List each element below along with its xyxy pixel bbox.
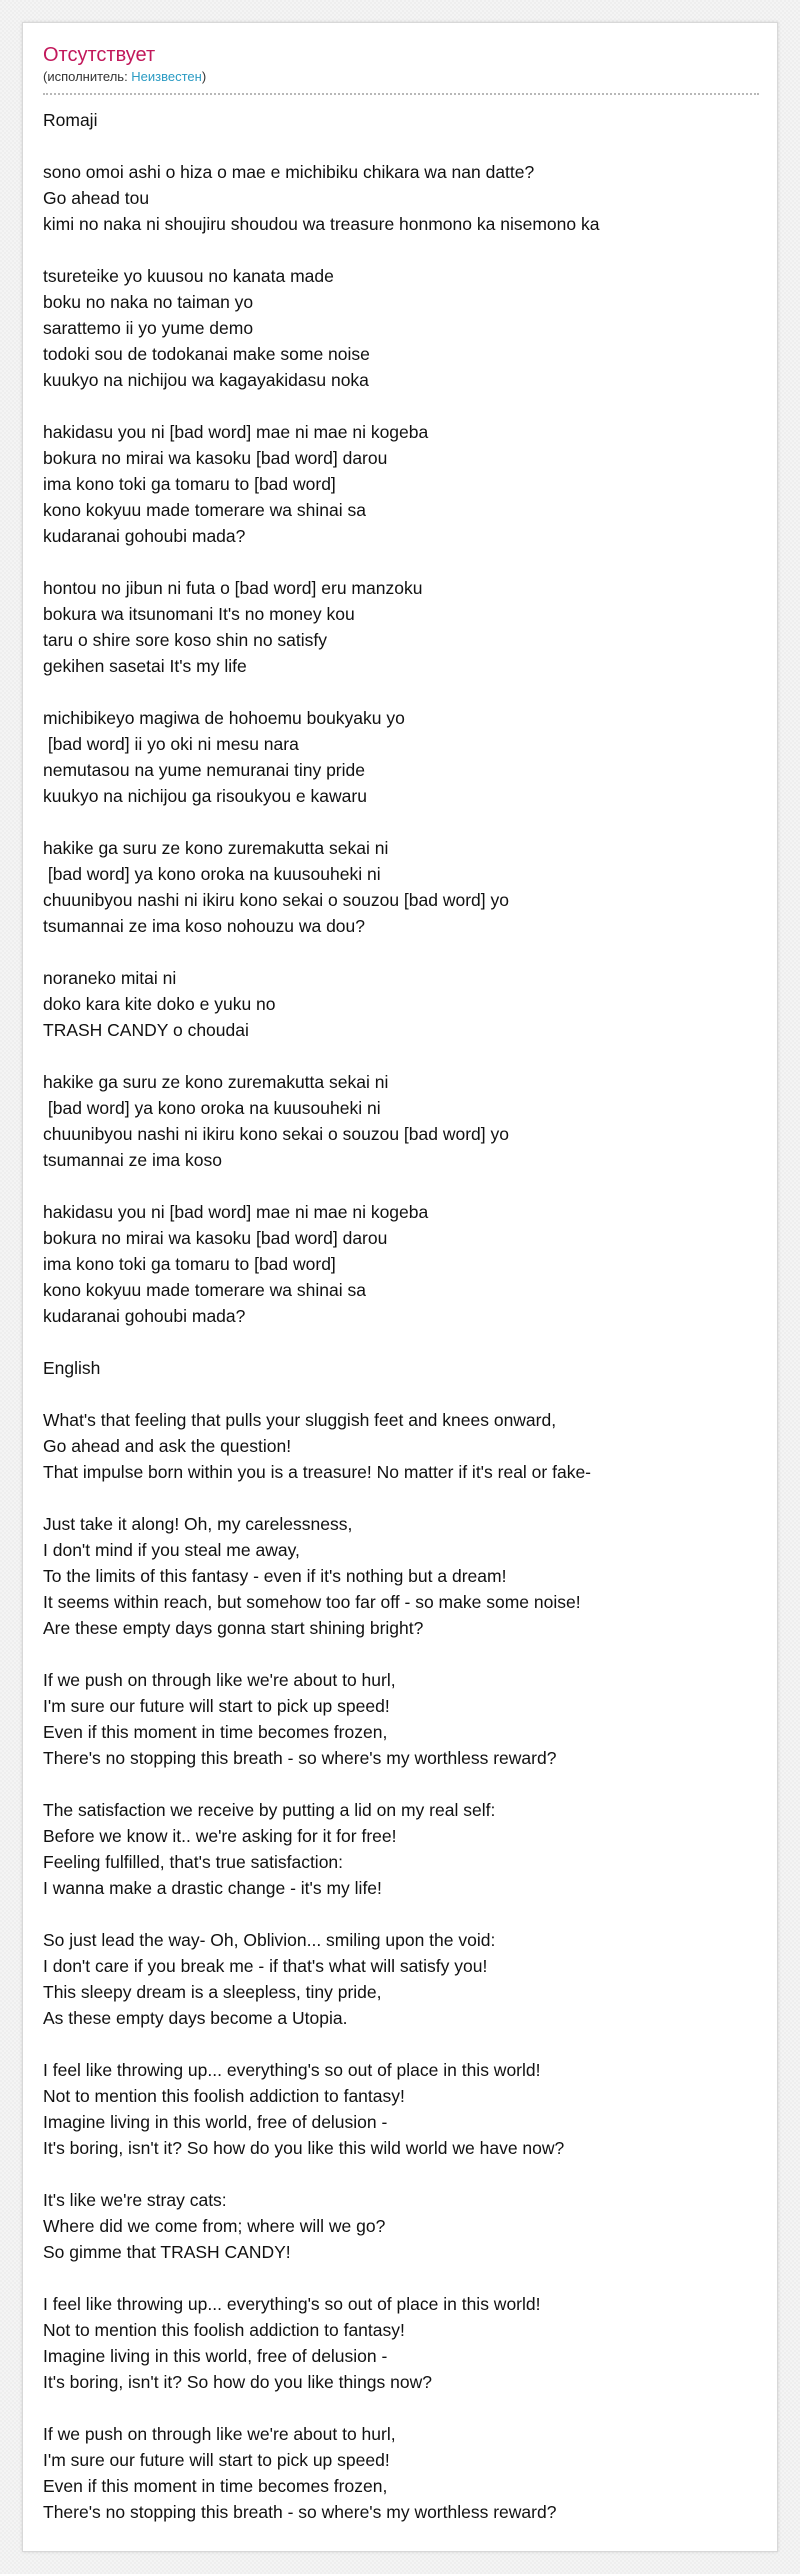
lyric-line: kono kokyuu made tomerare wa shinai sa (43, 1280, 366, 1300)
stanza-break (43, 2395, 759, 2421)
lyric-line: Even if this moment in time becomes frozen, (43, 2476, 388, 2496)
lyric-line: It's boring, isn't it? So how do you like things now? (43, 2372, 432, 2392)
lyric-line: sarattemo ii yo yume demo (43, 318, 254, 338)
lyric-line: So gimme that TRASH CANDY! (43, 2242, 291, 2262)
lyric-line: English (43, 1358, 101, 1378)
stanza-break (43, 1381, 759, 1407)
lyric-line: hakike ga suru ze kono zuremakutta sekai ni (43, 838, 389, 858)
lyric-line: I don't mind if you steal me away, (43, 1540, 300, 1560)
lyric-line: tsureteike yo kuusou no kanata made (43, 266, 334, 286)
lyric-line: [bad word] ya kono oroka na kuusouheki ni (43, 864, 381, 884)
artist-link[interactable]: Неизвестен (131, 69, 202, 84)
lyric-line: That impulse born within you is a treasure! No matter if it's real or fake- (43, 1462, 592, 1482)
lyric-line: So just lead the way- Oh, Oblivion... smiling upon the void: (43, 1930, 496, 1950)
lyric-line: If we push on through like we're about to hurl, (43, 2424, 396, 2444)
lyric-line: hakike ga suru ze kono zuremakutta sekai ni (43, 1072, 389, 1092)
stanza-break (43, 549, 759, 575)
lyric-line: hontou no jibun ni futa o [bad word] eru manzoku (43, 578, 423, 598)
artist-suffix: ) (201, 69, 207, 84)
lyric-line: I wanna make a drastic change - it's my life! (43, 1878, 382, 1898)
lyric-line: It seems within reach, but somehow too far off - so make some noise! (43, 1592, 581, 1612)
lyric-line: Where did we come from; where will we go? (43, 2216, 386, 2236)
song-header (43, 43, 759, 85)
stanza-break (43, 939, 759, 965)
stanza-break (43, 237, 759, 263)
lyric-line: doko kara kite doko e yuku no (43, 994, 276, 1014)
stanza-break (43, 809, 759, 835)
lyric-line: As these empty days become a Utopia. (43, 2008, 348, 2028)
lyric-line: bokura no mirai wa kasoku [bad word] darou (43, 448, 388, 468)
lyric-line: Just take it along! Oh, my carelessness, (43, 1514, 353, 1534)
lyric-line: It's like we're stray cats: (43, 2190, 227, 2210)
stanza-break (43, 1485, 759, 1511)
lyric-line: taru o shire sore koso shin no satisfy (43, 630, 328, 650)
stanza-break (43, 679, 759, 705)
stanza-break (43, 1901, 759, 1927)
lyric-line: chuunibyou nashi ni ikiru kono sekai o souzou [bad word] yo (43, 1124, 509, 1144)
lyric-line: Go ahead and ask the question! (43, 1436, 292, 1456)
lyric-line: Before we know it.. we're asking for it for free! (43, 1826, 397, 1846)
lyric-line: TRASH CANDY o choudai (43, 1020, 249, 1040)
lyric-line: There's no stopping this breath - so where's my worthless reward? (43, 2502, 557, 2522)
lyric-line: The satisfaction we receive by putting a lid on my real self: (43, 1800, 496, 1820)
lyric-line: I'm sure our future will start to pick up speed! (43, 2450, 390, 2470)
lyric-line: ima kono toki ga tomaru to [bad word] (43, 1254, 336, 1274)
lyric-line: I feel like throwing up... everything's so out of place in this world! (43, 2060, 541, 2080)
lyric-line: boku no naka no taiman yo (43, 292, 254, 312)
lyric-line: tsumannai ze ima koso (43, 1150, 222, 1170)
header-divider (43, 93, 759, 95)
lyric-line: Are these empty days gonna start shining bright? (43, 1618, 424, 1638)
lyric-line: I'm sure our future will start to pick up speed! (43, 1696, 390, 1716)
lyric-line: This sleepy dream is a sleepless, tiny pride, (43, 1982, 382, 2002)
lyric-line: michibikeyo magiwa de hohoemu boukyaku yo (43, 708, 405, 728)
lyric-line: There's no stopping this breath - so where's my worthless reward? (43, 1748, 557, 1768)
lyric-line: Even if this moment in time becomes frozen, (43, 1722, 388, 1742)
lyric-line: [bad word] ya kono oroka na kuusouheki ni (43, 1098, 381, 1118)
lyric-line: kono kokyuu made tomerare wa shinai sa (43, 500, 366, 520)
lyric-line: Go ahead tou (43, 188, 150, 208)
lyric-line: I feel like throwing up... everything's so out of place in this world! (43, 2294, 541, 2314)
lyric-line: Not to mention this foolish addiction to fantasy! (43, 2320, 405, 2340)
lyric-line: kuukyo na nichijou wa kagayakidasu noka (43, 370, 369, 390)
lyric-line: sono omoi ashi o hiza o mae e michibiku chikara wa nan datte? (43, 162, 535, 182)
lyric-line: [bad word] ii yo oki ni mesu nara (43, 734, 299, 754)
lyric-line: bokura no mirai wa kasoku [bad word] darou (43, 1228, 388, 1248)
lyric-line: hakidasu you ni [bad word] mae ni mae ni kogeba (43, 1202, 429, 1222)
stanza-break (43, 2265, 759, 2291)
lyrics-card (22, 22, 778, 2552)
stanza-break (43, 2031, 759, 2057)
stanza-break (43, 1043, 759, 1069)
stanza-break (43, 1771, 759, 1797)
lyric-line: ima kono toki ga tomaru to [bad word] (43, 474, 336, 494)
lyric-line: I don't care if you break me - if that's what will satisfy you! (43, 1956, 488, 1976)
lyric-line: nemutasou na yume nemuranai tiny pride (43, 760, 365, 780)
lyric-line: Imagine living in this world, free of delusion - (43, 2346, 388, 2366)
lyrics-body (43, 107, 759, 2525)
lyric-line: tsumannai ze ima koso nohouzu wa dou? (43, 916, 366, 936)
stanza-break (43, 1173, 759, 1199)
lyric-line: If we push on through like we're about to hurl, (43, 1670, 396, 1690)
stanza-break (43, 1329, 759, 1355)
lyric-line: kuukyo na nichijou ga risoukyou e kawaru (43, 786, 367, 806)
lyric-line: bokura wa itsunomani It's no money kou (43, 604, 355, 624)
stanza-break (43, 393, 759, 419)
stanza-break (43, 133, 759, 159)
artist-prefix: (исполнитель: (43, 69, 132, 84)
lyric-line: kimi no naka ni shoujiru shoudou wa treasure honmono ka nisemono ka (43, 214, 600, 234)
stanza-break (43, 1641, 759, 1667)
lyric-line: Romaji (43, 110, 98, 130)
lyric-line: noraneko mitai ni (43, 968, 177, 988)
stanza-break (43, 2161, 759, 2187)
lyric-line: Feeling fulfilled, that's true satisfaction: (43, 1852, 344, 1872)
lyric-line: kudaranai gohoubi mada? (43, 526, 246, 546)
lyric-line: To the limits of this fantasy - even if it's nothing but a dream! (43, 1566, 507, 1586)
lyric-line: todoki sou de todokanai make some noise (43, 344, 370, 364)
lyric-line: kudaranai gohoubi mada? (43, 1306, 246, 1326)
lyric-line: gekihen sasetai It's my life (43, 656, 247, 676)
lyric-line: It's boring, isn't it? So how do you like this wild world we have now? (43, 2138, 565, 2158)
lyric-line: Not to mention this foolish addiction to fantasy! (43, 2086, 405, 2106)
song-title: Отсутствует (43, 44, 156, 66)
lyric-line: hakidasu you ni [bad word] mae ni mae ni kogeba (43, 422, 429, 442)
lyric-line: Imagine living in this world, free of delusion - (43, 2112, 388, 2132)
lyric-line: What's that feeling that pulls your sluggish feet and knees onward, (43, 1410, 557, 1430)
lyric-line: chuunibyou nashi ni ikiru kono sekai o souzou [bad word] yo (43, 890, 509, 910)
artist-line (43, 69, 759, 85)
